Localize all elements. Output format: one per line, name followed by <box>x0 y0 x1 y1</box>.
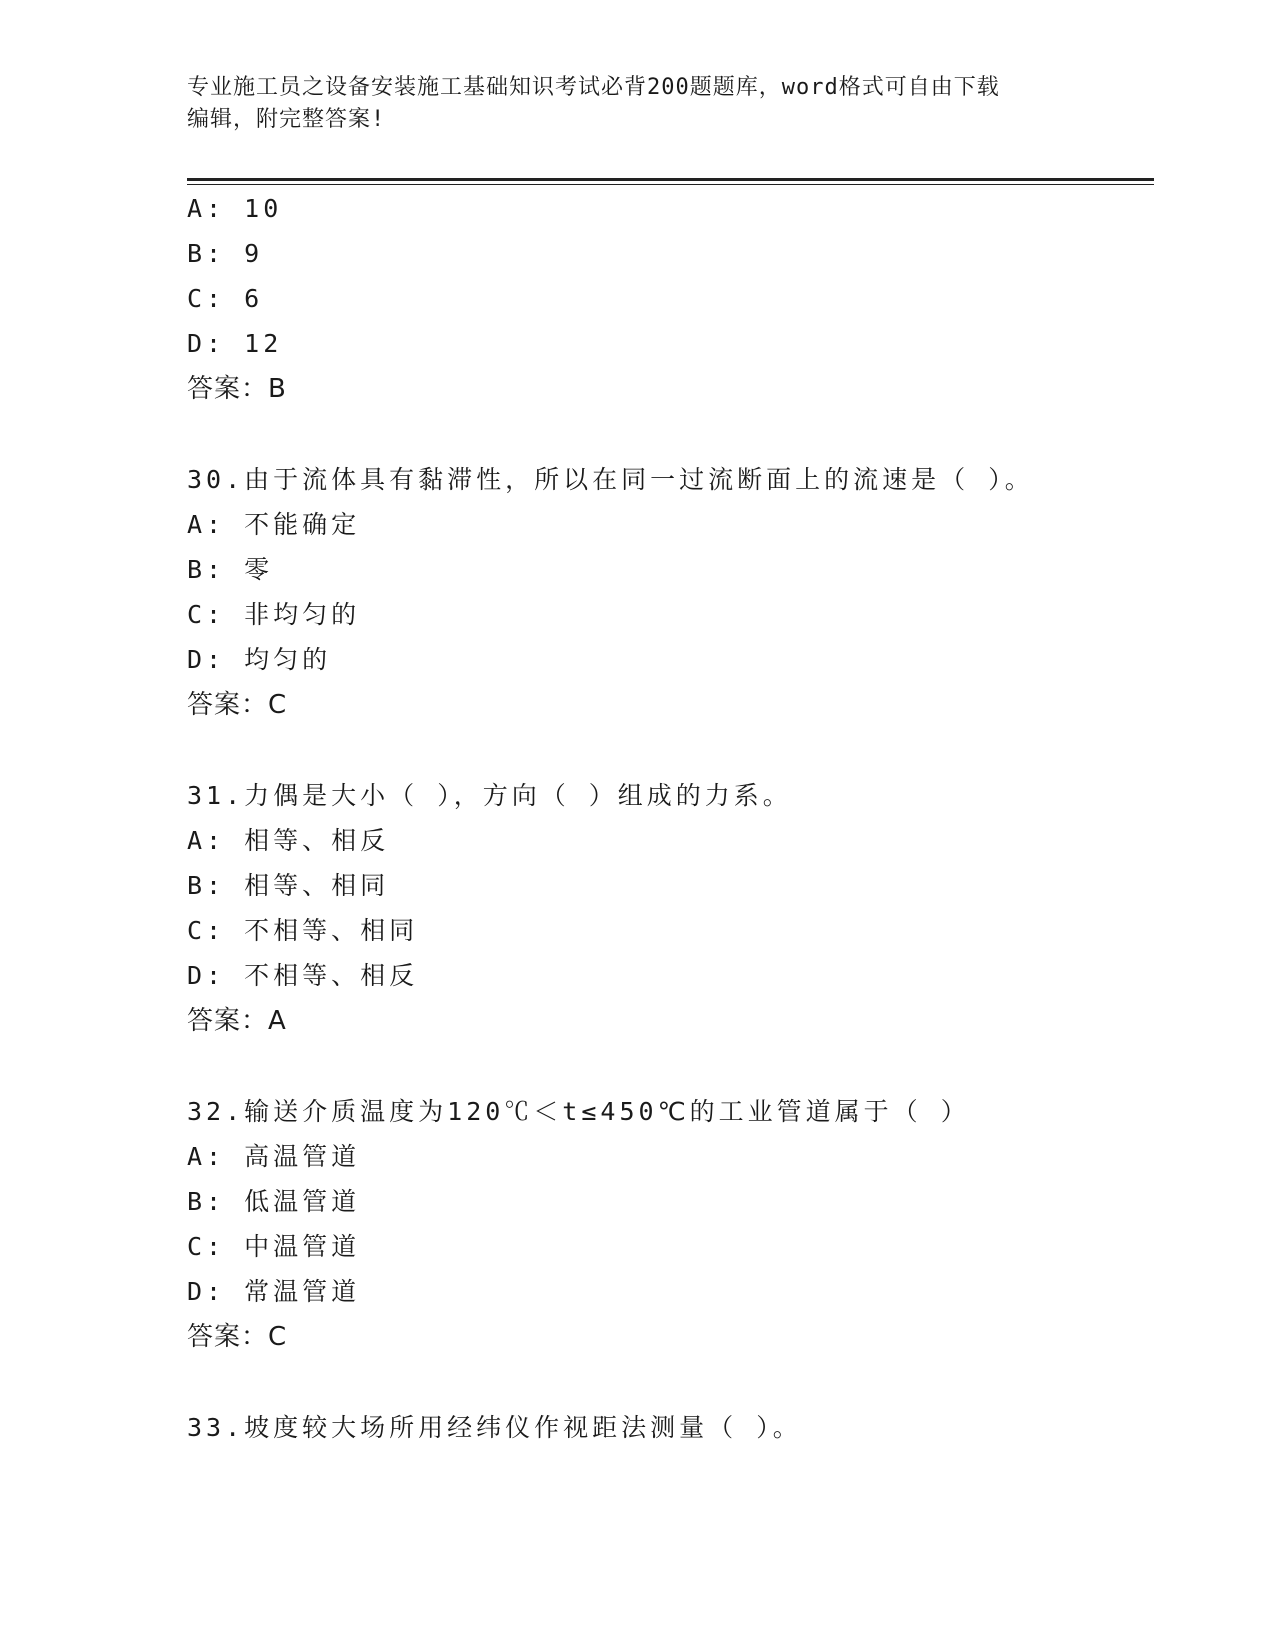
q32-answer: 答案：C <box>187 1322 288 1352</box>
q30-question: 30.由于流体具有黏滞性，所以在同一过流断面上的流速是（ ）。 <box>187 465 1034 494</box>
q32-option-a: A: 高温管道 <box>187 1142 361 1171</box>
q32-question: 32.输送介质温度为120℃＜t≤450℃的工业管道属于（ ） <box>187 1097 970 1126</box>
q31-option-d: D: 不相等、相反 <box>187 961 419 990</box>
q31-option-b: B: 相等、相同 <box>187 871 390 900</box>
header-divider-thin <box>187 184 1154 185</box>
q31-answer: 答案：A <box>187 1006 287 1036</box>
q30-option-b: B: 零 <box>187 555 274 584</box>
q30-option-d: D: 均匀的 <box>187 645 332 674</box>
q33-question: 33.坡度较大场所用经纬仪作视距法测量（ ）。 <box>187 1413 802 1442</box>
q31-option-c: C: 不相等、相同 <box>187 916 419 945</box>
q32-option-d: D: 常温管道 <box>187 1277 361 1306</box>
q30-option-c: C: 非均匀的 <box>187 600 361 629</box>
q29-option-a: A: 10 <box>187 194 283 223</box>
header-divider-thick <box>187 178 1154 181</box>
q29-option-d: D: 12 <box>187 329 283 358</box>
q29-answer: 答案：B <box>187 374 287 404</box>
q30-option-a: A: 不能确定 <box>187 510 361 539</box>
q32-option-b: B: 低温管道 <box>187 1187 361 1216</box>
q32-option-c: C: 中温管道 <box>187 1232 361 1261</box>
q31-question: 31.力偶是大小（ ），方向（ ）组成的力系。 <box>187 781 792 810</box>
q29-option-c: C: 6 <box>187 284 264 313</box>
q30-answer: 答案：C <box>187 690 288 720</box>
document-header <box>187 72 1087 136</box>
header-line-2: 编辑，附完整答案! <box>187 107 386 132</box>
q31-option-a: A: 相等、相反 <box>187 826 390 855</box>
header-line-1: 专业施工员之设备安装施工基础知识考试必背200题题库，word格式可自由下载 <box>187 75 1000 100</box>
q29-option-b: B: 9 <box>187 239 264 268</box>
